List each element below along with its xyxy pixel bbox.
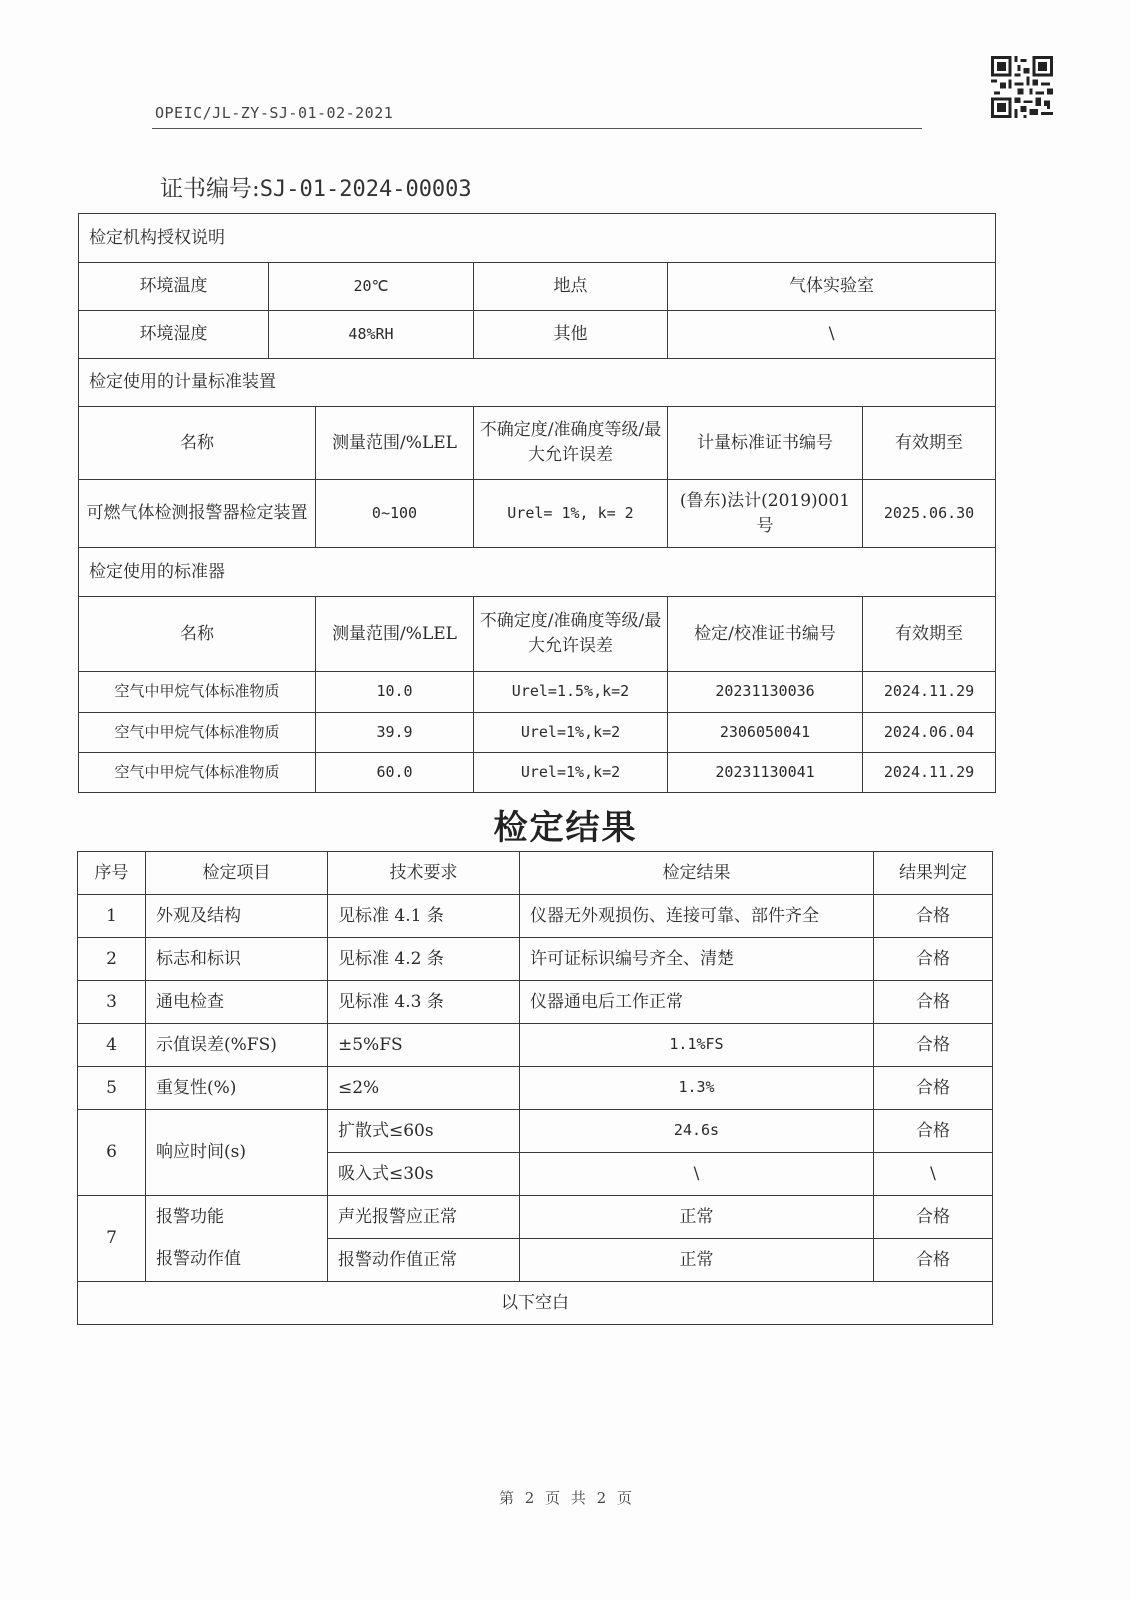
result-item: 报警功能 bbox=[146, 1196, 328, 1239]
ref-header-name: 名称 bbox=[79, 597, 316, 672]
table-row bbox=[78, 1196, 993, 1239]
env-humidity-label: 环境湿度 bbox=[79, 311, 269, 359]
result-requirement: 声光报警应正常 bbox=[328, 1196, 520, 1239]
result-requirement: 见标准 4.1 条 bbox=[328, 895, 520, 938]
table-row bbox=[78, 938, 993, 981]
table-row bbox=[79, 672, 996, 713]
result-item: 重复性(%) bbox=[146, 1067, 328, 1110]
header-rule bbox=[152, 128, 922, 129]
env-temp-value: 20℃ bbox=[269, 263, 474, 311]
other-label: 其他 bbox=[474, 311, 668, 359]
result-value: 仪器无外观损伤、连接可靠、部件齐全 bbox=[520, 895, 874, 938]
ref-row-name: 空气中甲烷气体标准物质 bbox=[79, 753, 316, 793]
result-item: 标志和标识 bbox=[146, 938, 328, 981]
ref-row-range: 60.0 bbox=[316, 753, 474, 793]
result-value: 仪器通电后工作正常 bbox=[520, 981, 874, 1024]
table-row bbox=[78, 1024, 993, 1067]
location-value: 气体实验室 bbox=[668, 263, 996, 311]
ref-row-range: 10.0 bbox=[316, 672, 474, 713]
ref-row-cert: 20231130041 bbox=[668, 753, 863, 793]
reference-section-title: 检定使用的标准器 bbox=[79, 548, 996, 597]
auth-section-title: 检定机构授权说明 bbox=[79, 214, 996, 263]
results-title: 检定结果 bbox=[493, 808, 638, 848]
result-requirement: 见标准 4.3 条 bbox=[328, 981, 520, 1024]
ref-header-uncertainty: 不确定度/准确度等级/最大允许误差 bbox=[474, 597, 668, 672]
ref-row-uncertainty: Urel=1%,k=2 bbox=[474, 713, 668, 753]
result-requirement: 扩散式≤60s bbox=[328, 1110, 520, 1153]
ref-row-uncertainty: Urel=1%,k=2 bbox=[474, 753, 668, 793]
result-requirement: ±5%FS bbox=[328, 1024, 520, 1067]
result-judgement: 合格 bbox=[874, 981, 993, 1024]
results-table bbox=[77, 851, 993, 1325]
ref-row-valid: 2024.06.04 bbox=[863, 713, 996, 753]
std-header-cert: 计量标准证书编号 bbox=[668, 407, 863, 480]
result-item: 报警动作值 bbox=[146, 1239, 328, 1282]
ref-row-valid: 2024.11.29 bbox=[863, 753, 996, 793]
result-item: 响应时间(s) bbox=[146, 1110, 328, 1196]
result-value: 24.6s bbox=[520, 1110, 874, 1153]
table-row bbox=[78, 981, 993, 1024]
result-no: 4 bbox=[78, 1024, 146, 1067]
blank-below-note: 以下空白 bbox=[78, 1282, 993, 1325]
result-requirement: 吸入式≤30s bbox=[328, 1153, 520, 1196]
results-header-no: 序号 bbox=[78, 852, 146, 895]
result-value: 1.3% bbox=[520, 1067, 874, 1110]
result-no: 6 bbox=[78, 1110, 146, 1196]
result-item: 外观及结构 bbox=[146, 895, 328, 938]
document-code: OPEIC/JL-ZY-SJ-01-02-2021 bbox=[155, 104, 394, 122]
result-judgement: 合格 bbox=[874, 1196, 993, 1239]
ref-row-name: 空气中甲烷气体标准物质 bbox=[79, 713, 316, 753]
std-row-name: 可燃气体检测报警器检定装置 bbox=[79, 480, 316, 548]
page-number: 第 2 页 共 2 页 bbox=[499, 1489, 632, 1507]
result-no: 5 bbox=[78, 1067, 146, 1110]
std-row-valid: 2025.06.30 bbox=[863, 480, 996, 548]
ref-header-cert: 检定/校准证书编号 bbox=[668, 597, 863, 672]
result-judgement: 合格 bbox=[874, 1024, 993, 1067]
std-header-name: 名称 bbox=[79, 407, 316, 480]
location-label: 地点 bbox=[474, 263, 668, 311]
std-row-uncertainty: Urel= 1%, k= 2 bbox=[474, 480, 668, 548]
result-judgement: 合格 bbox=[874, 1067, 993, 1110]
results-header-requirement: 技术要求 bbox=[328, 852, 520, 895]
ref-row-range: 39.9 bbox=[316, 713, 474, 753]
result-value: 正常 bbox=[520, 1196, 874, 1239]
result-requirement: 报警动作值正常 bbox=[328, 1239, 520, 1282]
table-row bbox=[78, 1239, 993, 1282]
table-row bbox=[78, 1110, 993, 1153]
result-no: 1 bbox=[78, 895, 146, 938]
std-header-range: 测量范围/%LEL bbox=[316, 407, 474, 480]
ref-header-range: 测量范围/%LEL bbox=[316, 597, 474, 672]
std-row-range: 0~100 bbox=[316, 480, 474, 548]
std-header-uncertainty: 不确定度/准确度等级/最大允许误差 bbox=[474, 407, 668, 480]
env-humidity-value: 48%RH bbox=[269, 311, 474, 359]
result-judgement: 合格 bbox=[874, 895, 993, 938]
ref-row-valid: 2024.11.29 bbox=[863, 672, 996, 713]
table-row bbox=[78, 1067, 993, 1110]
ref-header-valid: 有效期至 bbox=[863, 597, 996, 672]
qr-code-icon bbox=[991, 56, 1053, 118]
table-row bbox=[78, 895, 993, 938]
results-header-judgement: 结果判定 bbox=[874, 852, 993, 895]
standard-device-section-title: 检定使用的计量标准装置 bbox=[79, 359, 996, 407]
certificate-number-label: 证书编号: bbox=[160, 176, 260, 202]
table-row bbox=[79, 713, 996, 753]
result-value: \ bbox=[520, 1153, 874, 1196]
result-value: 许可证标识编号齐全、清楚 bbox=[520, 938, 874, 981]
result-judgement: \ bbox=[874, 1153, 993, 1196]
verification-info-table bbox=[78, 213, 996, 793]
result-requirement: 见标准 4.2 条 bbox=[328, 938, 520, 981]
result-item: 通电检查 bbox=[146, 981, 328, 1024]
result-judgement: 合格 bbox=[874, 1239, 993, 1282]
result-item: 示值误差(%FS) bbox=[146, 1024, 328, 1067]
results-header-result: 检定结果 bbox=[520, 852, 874, 895]
ref-row-cert: 20231130036 bbox=[668, 672, 863, 713]
certificate-number bbox=[160, 170, 472, 203]
result-value: 1.1%FS bbox=[520, 1024, 874, 1067]
result-no: 3 bbox=[78, 981, 146, 1024]
results-header-item: 检定项目 bbox=[146, 852, 328, 895]
ref-row-name: 空气中甲烷气体标准物质 bbox=[79, 672, 316, 713]
std-row-cert: (鲁东)法计(2019)001号 bbox=[668, 480, 863, 548]
std-header-valid: 有效期至 bbox=[863, 407, 996, 480]
env-temp-label: 环境温度 bbox=[79, 263, 269, 311]
result-judgement: 合格 bbox=[874, 1110, 993, 1153]
result-no: 2 bbox=[78, 938, 146, 981]
result-no: 7 bbox=[78, 1196, 146, 1282]
other-value: \ bbox=[668, 311, 996, 359]
result-value: 正常 bbox=[520, 1239, 874, 1282]
ref-row-uncertainty: Urel=1.5%,k=2 bbox=[474, 672, 668, 713]
result-judgement: 合格 bbox=[874, 938, 993, 981]
ref-row-cert: 2306050041 bbox=[668, 713, 863, 753]
table-row bbox=[79, 753, 996, 793]
certificate-number-value: SJ-01-2024-00003 bbox=[259, 177, 472, 202]
result-requirement: ≤2% bbox=[328, 1067, 520, 1110]
